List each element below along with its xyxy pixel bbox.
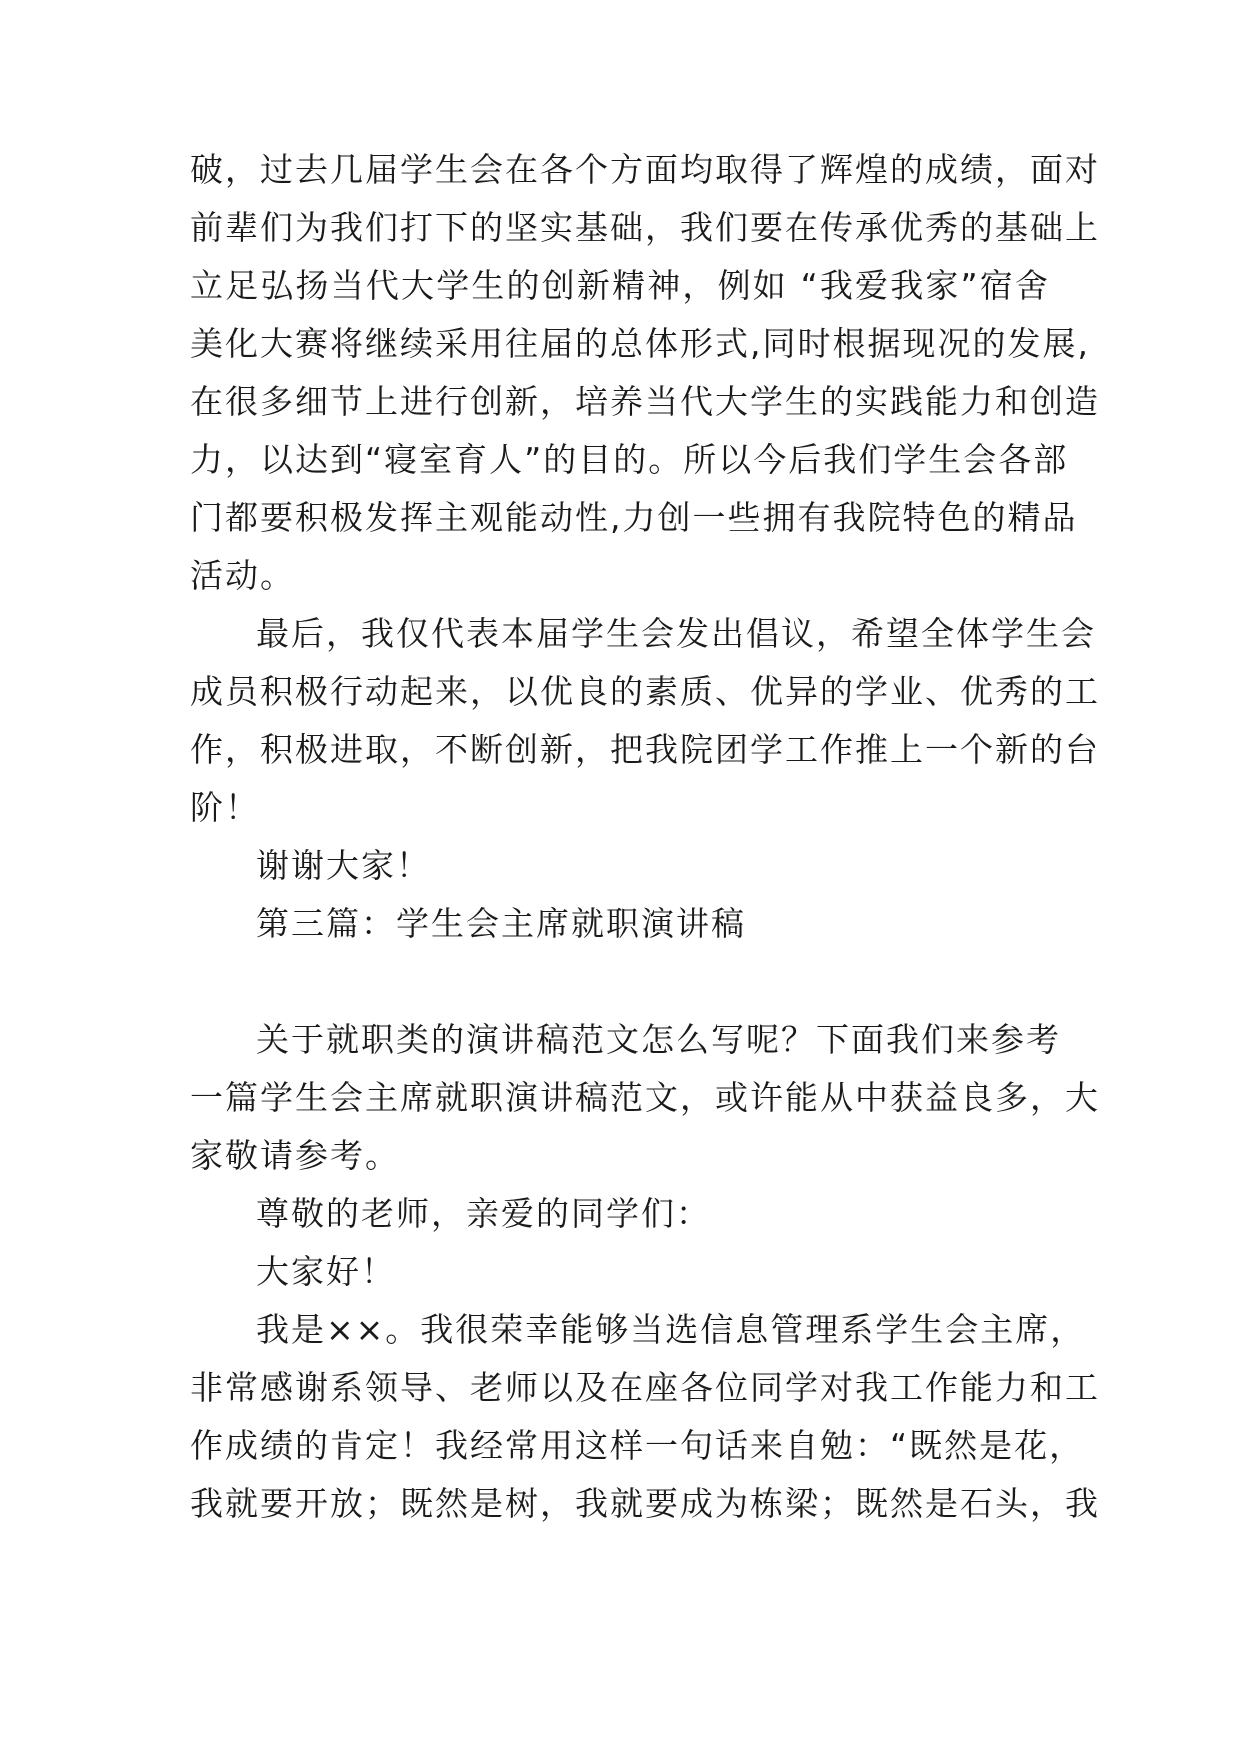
body-line: 成员积极行动起来，以优良的素质、优异的学业、优秀的工: [190, 672, 1100, 711]
body-line: 作成绩的肯定！我经常用这样一句话来自勉：“既然是花，: [190, 1426, 1085, 1465]
body-line: 前辈们为我们打下的坚实基础，我们要在传承优秀的基础上: [190, 208, 1100, 247]
body-line: 非常感谢系领导、老师以及在座各位同学对我工作能力和工: [190, 1368, 1100, 1407]
body-line: 我就要开放；既然是树，我就要成为栋梁；既然是石头，我: [190, 1484, 1100, 1523]
body-line: 作，积极进取，不断创新，把我院团学工作推上一个新的台: [190, 730, 1100, 769]
body-line: 在很多细节上进行创新，培养当代大学生的实践能力和创造: [190, 382, 1100, 421]
body-line: 一篇学生会主席就职演讲稿范文，或许能从中获益良多，大: [190, 1078, 1100, 1117]
section-heading: 第三篇：学生会主席就职演讲稿: [256, 904, 746, 943]
body-line: 门都要积极发挥主观能动性,力创一些拥有我院特色的精品: [190, 498, 1078, 537]
greeting-line: 大家好！: [256, 1252, 396, 1291]
salutation-line: 尊敬的老师，亲爱的同学们：: [256, 1194, 711, 1233]
body-line: 我是××。我很荣幸能够当选信息管理系学生会主席，: [256, 1310, 1086, 1349]
body-line: 家敬请参考。: [190, 1136, 400, 1175]
body-line: 美化大赛将继续采用往届的总体形式,同时根据现况的发展,: [190, 324, 1090, 363]
body-line: 立足弘扬当代大学生的创新精神，例如 “我爱我家”宿舍: [190, 266, 1050, 305]
body-line: 最后，我仅代表本届学生会发出倡议，希望全体学生会: [256, 614, 1096, 653]
closing-line: 谢谢大家！: [256, 846, 431, 885]
body-line: 力，以达到“寝室育人”的目的。所以今后我们学生会各部: [190, 440, 1069, 479]
body-line: 阶！: [190, 788, 260, 827]
body-line: 破，过去几届学生会在各个方面均取得了辉煌的成绩，面对: [190, 150, 1100, 189]
body-line: 关于就职类的演讲稿范文怎么写呢？下面我们来参考: [256, 1020, 1061, 1059]
body-line: 活动。: [190, 556, 295, 595]
